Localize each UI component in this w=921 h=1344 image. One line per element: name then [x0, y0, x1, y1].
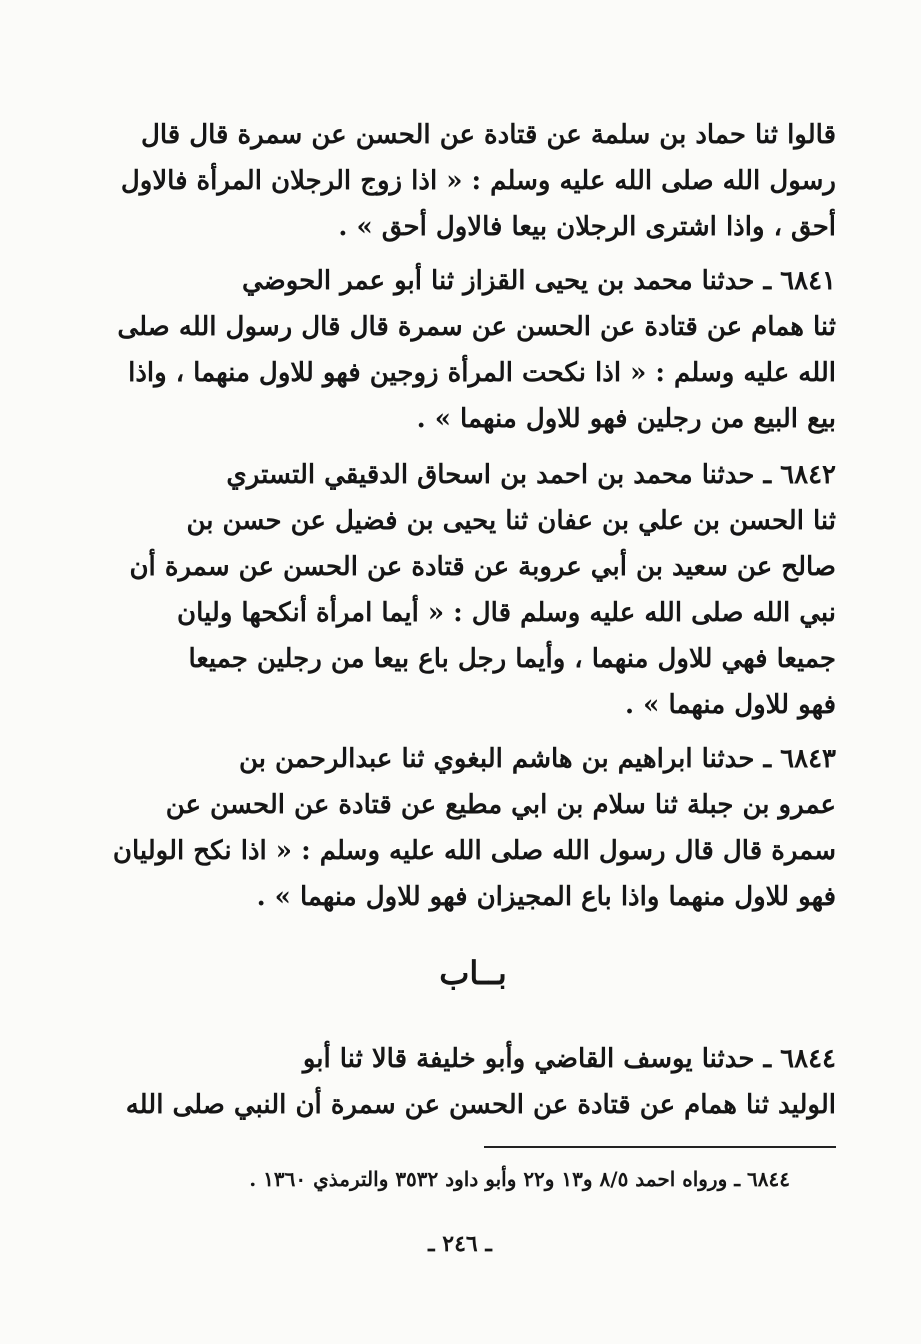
chapter-heading: بــاب — [439, 954, 507, 992]
text-line: نبي الله صلى الله عليه وسلم قال : « أيما امرأة أنكحها وليان — [177, 598, 836, 628]
text-line: ٦٨٤٣ ـ حدثنا ابراهيم بن هاشم البغوي ثنا عبدالرحمن بن — [238, 744, 836, 774]
hadith-6843 — [110, 736, 836, 920]
text-line: فهو للاول منهما واذا باع المجيزان فهو للاول منهما » . — [256, 882, 836, 912]
text-line: أحق ، واذا اشترى الرجلان بيعا فالاول أحق » . — [338, 212, 836, 242]
footnote-divider — [484, 1146, 836, 1148]
hadith-6844 — [110, 1036, 836, 1128]
page-number: ـ ٢٤٦ ـ — [428, 1231, 492, 1257]
text-line: ٦٨٤٤ ـ حدثنا يوسف القاضي وأبو خليفة قالا ثنا أبو — [302, 1044, 836, 1074]
text-line: ٦٨٤١ ـ حدثنا محمد بن يحيى القزاز ثنا أبو عمر الحوضي — [242, 266, 836, 296]
text-line: سمرة قال قال رسول الله صلى الله عليه وسلم : « اذا نكح الوليان — [112, 836, 836, 866]
text-line: ٦٨٤٢ ـ حدثنا محمد بن احمد بن اسحاق الدقيقي التستري — [226, 460, 836, 490]
text-line: صالح عن سعيد بن أبي عروبة عن قتادة عن الحسن عن سمرة أن — [129, 552, 836, 582]
paragraph-continuation — [110, 112, 836, 250]
text-line: الله عليه وسلم : « اذا نكحت المرأة زوجين فهو للاول منهما ، واذا — [128, 358, 836, 388]
text-line: الوليد ثنا همام عن قتادة عن الحسن عن سمرة أن النبي صلى الله — [125, 1090, 836, 1120]
text-line: فهو للاول منهما » . — [625, 690, 836, 720]
text-line: رسول الله صلى الله عليه وسلم : « اذا زوج الرجلان المرأة فالاول — [120, 166, 836, 196]
text-line: بيع البيع من رجلين فهو للاول منهما » . — [416, 404, 836, 434]
text-line: ثنا الحسن بن علي بن عفان ثنا يحيى بن فضيل عن حسن بن — [186, 506, 836, 536]
text-line: عمرو بن جبلة ثنا سلام بن ابي مطيع عن قتادة عن الحسن عن — [165, 790, 836, 820]
text-line: ثنا همام عن قتادة عن الحسن عن سمرة قال قال رسول الله صلى — [117, 312, 836, 342]
footnote: ٦٨٤٤ ـ ورواه احمد ٨/٥ و١٣ و٢٢ وأبو داود ٣٥٣٢ والترمذي ١٣٦٠ . — [249, 1167, 790, 1191]
text-line: جميعا فهي للاول منهما ، وأيما رجل باع بيعا من رجلين جميعا — [188, 644, 836, 674]
hadith-6842 — [110, 452, 836, 728]
text-line: قالوا ثنا حماد بن سلمة عن قتادة عن الحسن عن سمرة قال قال — [140, 120, 836, 150]
hadith-6841 — [110, 258, 836, 442]
